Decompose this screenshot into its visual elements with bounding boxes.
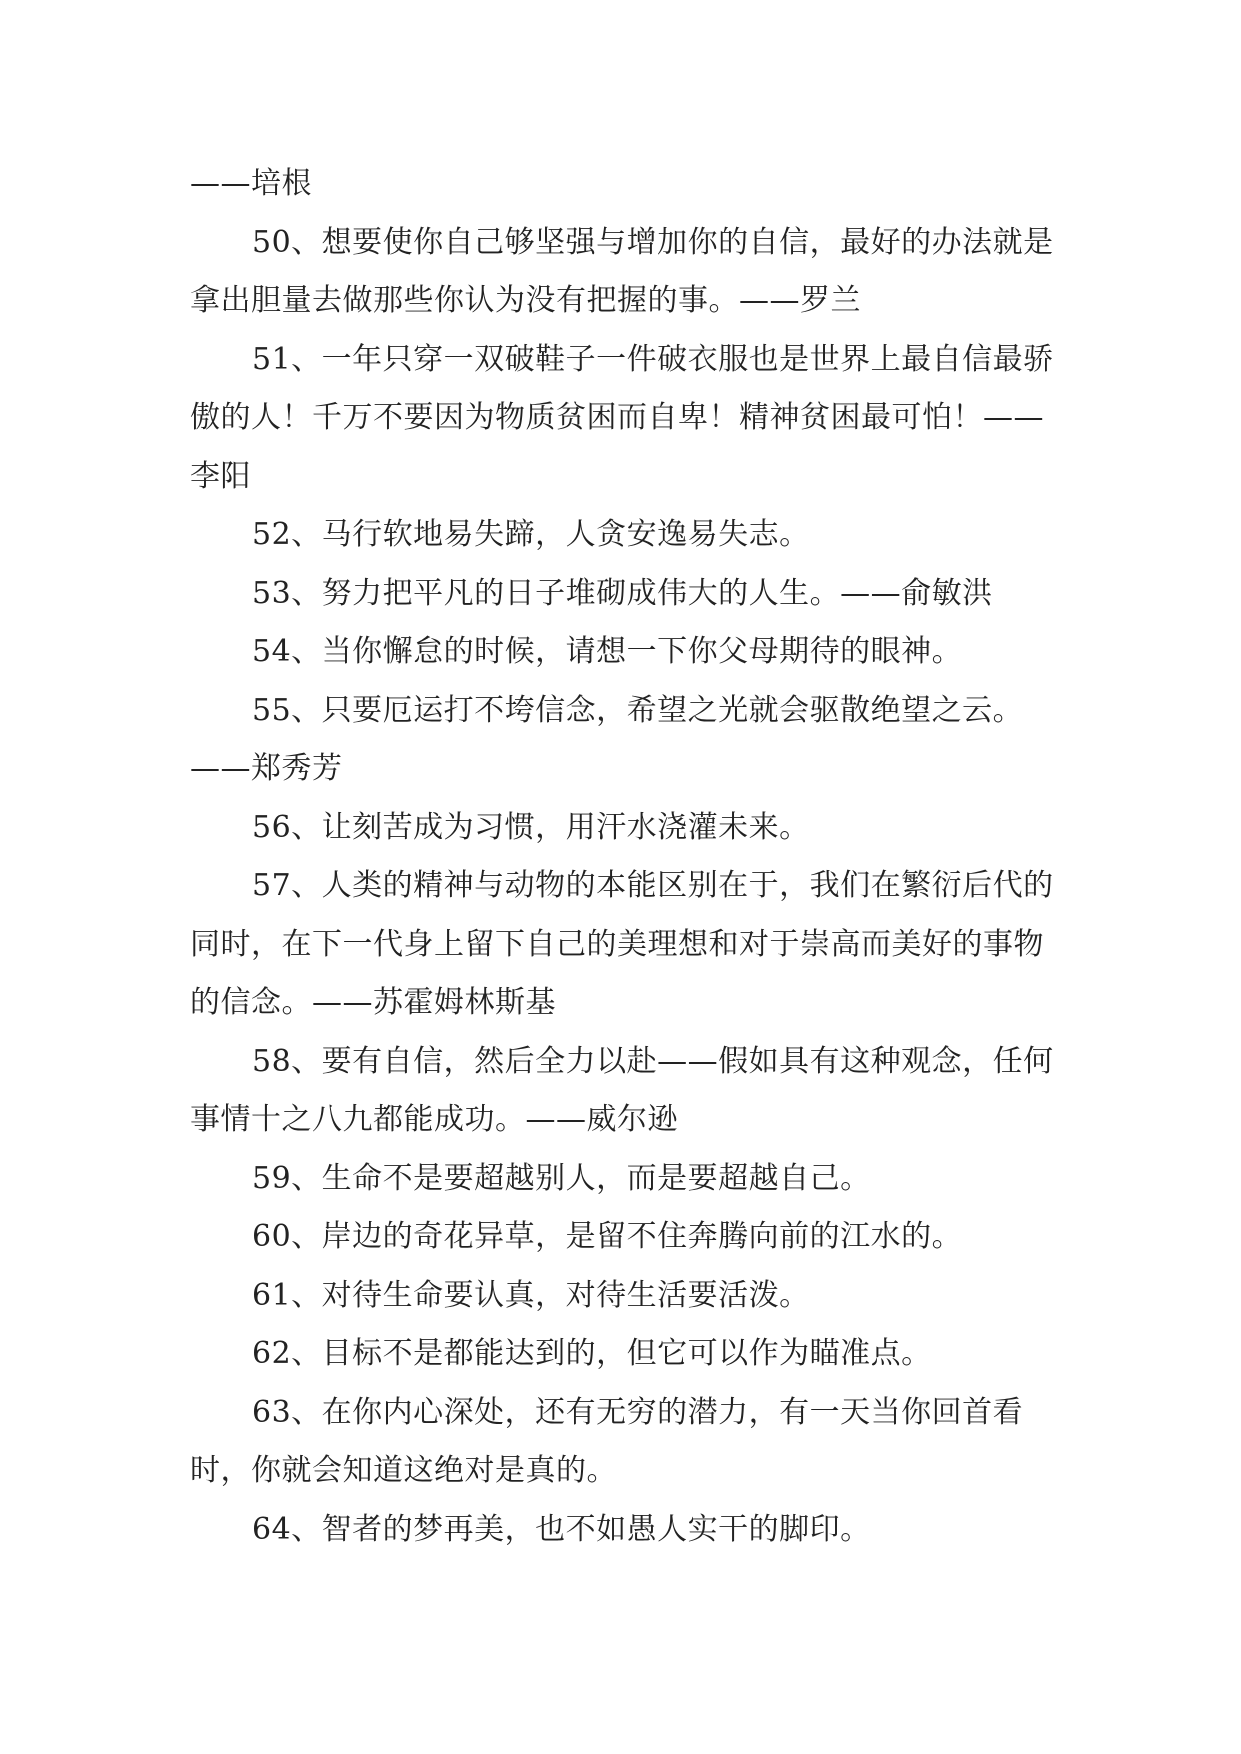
paragraph-quote-61: 61、对待生命要认真，对待生活要活泼。 xyxy=(252,1277,810,1313)
paragraph-quote-62: 62、目标不是都能达到的，但它可以作为瞄准点。 xyxy=(252,1336,932,1371)
paragraph-quote-52: 52、马行软地易失蹄，人贪安逸易失志。 xyxy=(252,517,810,552)
paragraph-quote-63: 63、在你内心深处，还有无穷的潜力，有一天当你回首看时，你就会知道这绝对是真的。 xyxy=(190,1394,1024,1488)
paragraph-quote-59: 59、生命不是要超越别人，而是要超越自己。 xyxy=(252,1160,871,1196)
paragraph-quote-56: 56、让刻苦成为习惯，用汗水浇灌未来。 xyxy=(252,809,810,845)
paragraph-quote-57: 57、人类的精神与动物的本能区别在于，我们在繁衍后代的同时，在下一代身上留下自己的美理想和对于崇高而美好的事物的信念。——苏霍姆林斯基 xyxy=(190,868,1054,1020)
paragraph-quote-53: 53、努力把平凡的日子堆砌成伟大的人生。——俞敏洪 xyxy=(252,575,993,611)
paragraph-quote-58: 58、要有自信，然后全力以赴——假如具有这种观念，任何事情十之八九都能成功。——威尔逊 xyxy=(190,1043,1054,1137)
paragraph-attribution-bacon: ——培根 xyxy=(190,166,312,201)
paragraph-quote-60: 60、岸边的奇花异草，是留不住奔腾向前的江水的。 xyxy=(252,1219,963,1254)
paragraph-quote-50: 50、想要使你自己够坚强与增加你的自信，最好的办法就是拿出胆量去做那些你认为没有把握的事。——罗兰 xyxy=(190,224,1054,318)
paragraph-quote-55: 55、只要厄运打不垮信念，希望之光就会驱散绝望之云。——郑秀芳 xyxy=(190,692,1024,786)
document-body xyxy=(190,155,1070,1559)
paragraph-quote-51: 51、一年只穿一双破鞋子一件破衣服也是世界上最自信最骄傲的人！千万不要因为物质贫困而自卑！精神贫困最可怕！——李阳 xyxy=(190,341,1054,494)
paragraph-quote-54: 54、当你懈怠的时候，请想一下你父母期待的眼神。 xyxy=(252,634,963,669)
paragraph-quote-64: 64、智者的梦再美，也不如愚人实干的脚印。 xyxy=(252,1511,871,1547)
